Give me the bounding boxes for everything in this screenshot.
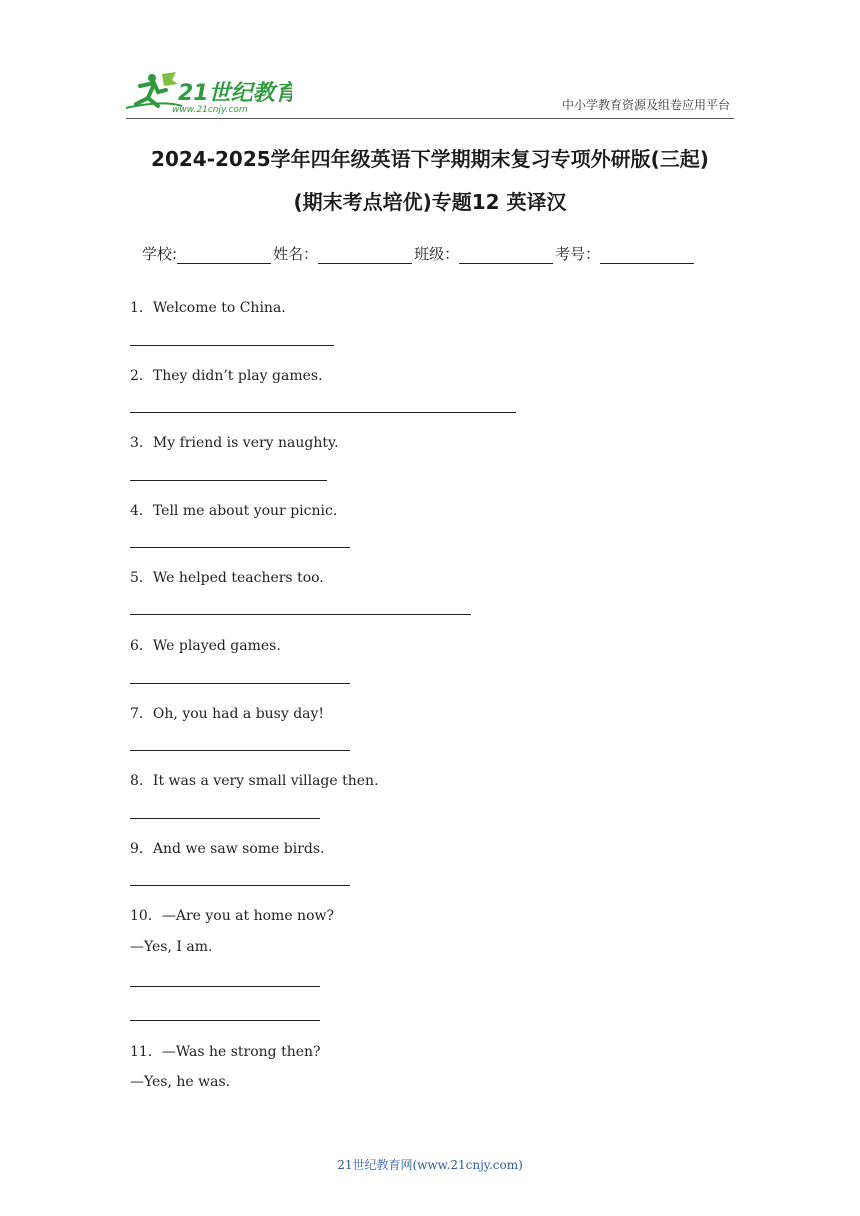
page-title: 2024-2025学年四年级英语下学期期末复习专项外研版(三起) bbox=[151, 147, 709, 171]
school-label: 学校: bbox=[142, 245, 178, 263]
class-label: 班级： bbox=[414, 245, 460, 263]
answer-line-2[interactable] bbox=[130, 412, 516, 413]
question-10-reply: —Yes, I am. bbox=[130, 939, 213, 955]
question-2: 2．They didn’t play games. bbox=[130, 368, 323, 384]
question-11: 11．—Was he strong then? bbox=[130, 1044, 321, 1060]
question-7: 7．Oh, you had a busy day! bbox=[130, 706, 325, 722]
answer-line-5[interactable] bbox=[130, 614, 471, 615]
question-9: 9．And we saw some birds. bbox=[130, 841, 325, 857]
name-label: 姓名： bbox=[273, 245, 319, 263]
logo-icon bbox=[122, 70, 292, 114]
name-blank[interactable] bbox=[318, 247, 412, 264]
header-divider bbox=[126, 118, 734, 119]
logo-url: www.21cnjy.com bbox=[172, 105, 248, 114]
question-1: 1．Welcome to China. bbox=[130, 300, 286, 316]
student-info bbox=[142, 243, 696, 264]
answer-line-7[interactable] bbox=[130, 750, 350, 751]
logo bbox=[122, 70, 292, 114]
question-4: 4．Tell me about your picnic. bbox=[130, 503, 338, 519]
question-6: 6．We played games. bbox=[130, 638, 281, 654]
answer-line-3[interactable] bbox=[130, 480, 327, 481]
question-11-reply: —Yes, he was. bbox=[130, 1074, 231, 1090]
answer-line-6[interactable] bbox=[130, 683, 350, 684]
answer-line-9[interactable] bbox=[130, 885, 350, 886]
page-subtitle: (期末考点培优)专题12 英译汉 bbox=[293, 190, 567, 214]
answer-line-8[interactable] bbox=[130, 818, 320, 819]
answer-line-10a[interactable] bbox=[130, 986, 320, 987]
school-blank[interactable] bbox=[177, 247, 271, 264]
footer-link[interactable]: 21世纪教育网(www.21cnjy.com) bbox=[337, 1158, 523, 1172]
logo-text: 21世纪教育 bbox=[178, 81, 292, 106]
exam-number-blank[interactable] bbox=[600, 247, 694, 264]
answer-line-4[interactable] bbox=[130, 547, 350, 548]
platform-label: 中小学教育资源及组卷应用平台 bbox=[561, 98, 730, 112]
exam-number-label: 考号： bbox=[555, 245, 601, 263]
answer-line-1[interactable] bbox=[130, 345, 334, 346]
question-5: 5．We helped teachers too. bbox=[130, 570, 324, 586]
question-8: 8．It was a very small village then. bbox=[130, 773, 379, 789]
answer-line-10b[interactable] bbox=[130, 1020, 320, 1021]
class-blank[interactable] bbox=[459, 247, 553, 264]
question-10: 10．—Are you at home now? bbox=[130, 908, 334, 924]
question-3: 3．My friend is very naughty. bbox=[130, 435, 339, 451]
